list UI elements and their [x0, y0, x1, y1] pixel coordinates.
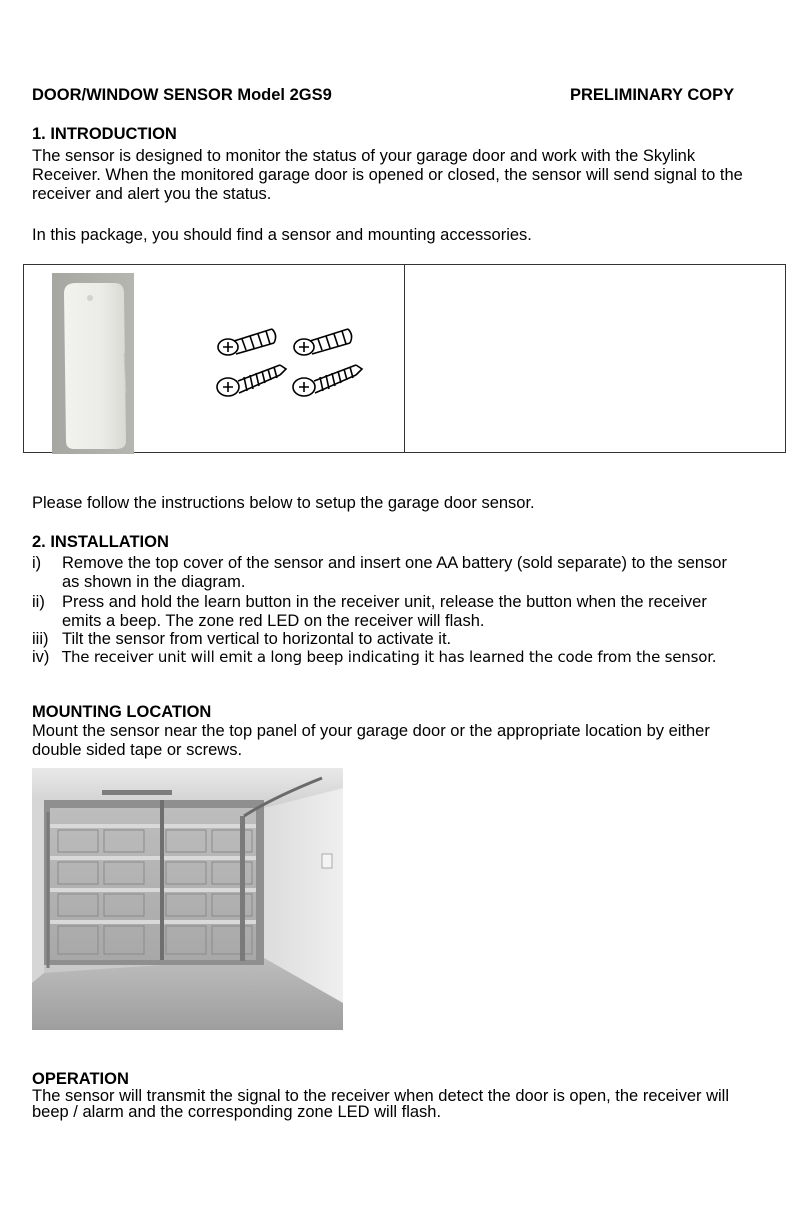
list-number: iii): [32, 630, 49, 648]
list-text: The receiver unit will emit a long beep indicating it has learned the code from the sensor.: [62, 648, 717, 666]
text-line: emits a beep. The zone red LED on the receiver will flash.: [62, 612, 485, 630]
list-item: [32, 648, 772, 667]
text-line: The sensor is designed to monitor the status of your garage door and work with the Skylink: [32, 147, 696, 165]
document-title: DOOR/WINDOW SENSOR Model 2GS9: [32, 86, 332, 104]
text-line: Remove the top cover of the sensor and insert one AA battery (sold separate) to the sensor: [62, 554, 727, 572]
list-text: [62, 593, 772, 631]
mounting-paragraph: [32, 722, 780, 760]
list-item: [32, 554, 772, 592]
list-text: [62, 554, 772, 592]
text-line: as shown in the diagram.: [62, 573, 246, 591]
sensor-device-image: [52, 273, 134, 454]
text-line: receiver and alert you the status.: [32, 185, 272, 203]
list-number: iv): [32, 648, 50, 666]
installation-heading: 2. INSTALLATION: [32, 533, 169, 551]
document-status: PRELIMINARY COPY: [570, 86, 735, 104]
list-number: ii): [32, 593, 45, 611]
list-item: [32, 630, 772, 649]
instructions-note: Please follow the instructions below to setup the garage door sensor.: [32, 494, 535, 512]
text-line: The sensor will transmit the signal to the receiver when detect the door is open, the receiver will: [32, 1087, 730, 1105]
table-divider: [404, 265, 405, 452]
text-line: Receiver. When the monitored garage door is opened or closed, the sensor will send signal to the: [32, 166, 743, 184]
text-line: Press and hold the learn button in the receiver unit, release the button when the receiver: [62, 593, 707, 611]
text-line: double sided tape or screws.: [32, 741, 243, 759]
operation-paragraph: [32, 1088, 780, 1120]
list-item: [32, 593, 772, 631]
mounting-hardware-image: [214, 317, 369, 407]
package-contents-text: In this package, you should find a sensor and mounting accessories.: [32, 226, 532, 244]
list-text: Tilt the sensor from vertical to horizontal to activate it.: [62, 630, 452, 648]
operation-heading: OPERATION: [32, 1070, 129, 1088]
list-number: i): [32, 554, 42, 572]
mounting-heading: MOUNTING LOCATION: [32, 703, 212, 721]
text-line: beep / alarm and the corresponding zone LED will flash.: [32, 1103, 442, 1121]
package-contents-table: [23, 264, 786, 453]
introduction-heading: 1. INTRODUCTION: [32, 125, 177, 143]
text-line: Mount the sensor near the top panel of your garage door or the appropriate location by either: [32, 722, 710, 740]
introduction-paragraph: [32, 147, 780, 204]
garage-door-photo: [32, 768, 343, 1030]
